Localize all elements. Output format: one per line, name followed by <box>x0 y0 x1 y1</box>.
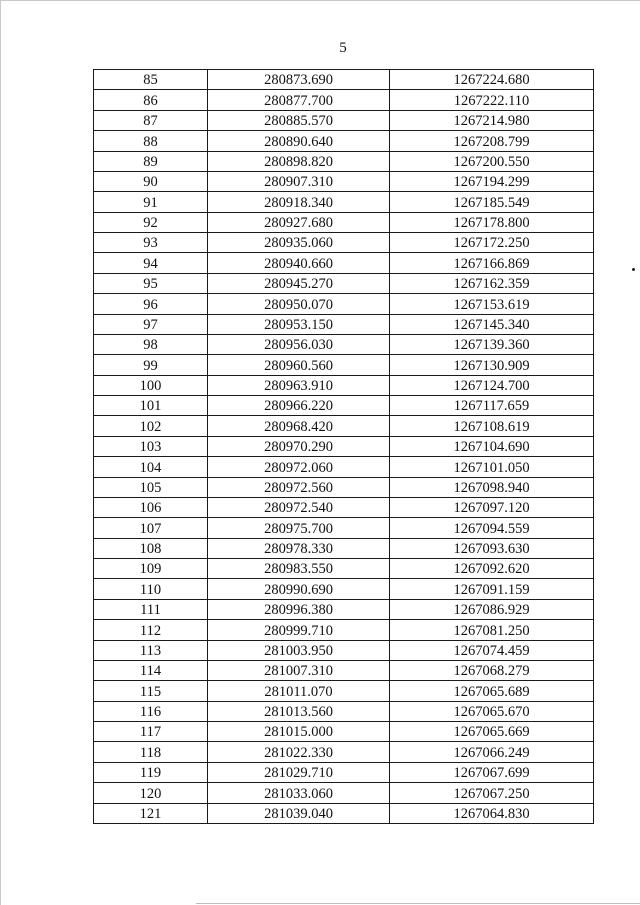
y-coordinate-cell: 1267166.869 <box>390 253 594 273</box>
point-number-cell: 98 <box>94 334 208 354</box>
point-number-cell: 97 <box>94 314 208 334</box>
x-coordinate-cell: 280990.690 <box>208 579 390 599</box>
x-coordinate-cell: 280978.330 <box>208 538 390 558</box>
point-number-cell: 111 <box>94 599 208 619</box>
coordinates-table-body <box>94 70 594 824</box>
y-coordinate-cell: 1267101.050 <box>390 457 594 477</box>
scan-speck <box>632 268 635 271</box>
table-row <box>94 294 594 314</box>
point-number-cell: 120 <box>94 783 208 803</box>
y-coordinate-cell: 1267092.620 <box>390 559 594 579</box>
point-number-cell: 108 <box>94 538 208 558</box>
table-row <box>94 538 594 558</box>
point-number-cell: 86 <box>94 90 208 110</box>
table-row <box>94 701 594 721</box>
x-coordinate-cell: 280968.420 <box>208 416 390 436</box>
table-row <box>94 171 594 191</box>
x-coordinate-cell: 280890.640 <box>208 131 390 151</box>
x-coordinate-cell: 281011.070 <box>208 681 390 701</box>
table-row <box>94 722 594 742</box>
x-coordinate-cell: 280907.310 <box>208 171 390 191</box>
point-number-cell: 117 <box>94 722 208 742</box>
point-number-cell: 107 <box>94 518 208 538</box>
table-row <box>94 70 594 90</box>
x-coordinate-cell: 280966.220 <box>208 396 390 416</box>
point-number-cell: 119 <box>94 762 208 782</box>
table-row <box>94 477 594 497</box>
table-row <box>94 518 594 538</box>
y-coordinate-cell: 1267068.279 <box>390 660 594 680</box>
table-row <box>94 416 594 436</box>
y-coordinate-cell: 1267094.559 <box>390 518 594 538</box>
table-row <box>94 355 594 375</box>
table-row <box>94 151 594 171</box>
y-coordinate-cell: 1267130.909 <box>390 355 594 375</box>
point-number-cell: 100 <box>94 375 208 395</box>
x-coordinate-cell: 280898.820 <box>208 151 390 171</box>
y-coordinate-cell: 1267178.800 <box>390 212 594 232</box>
x-coordinate-cell: 280983.550 <box>208 559 390 579</box>
point-number-cell: 115 <box>94 681 208 701</box>
point-number-cell: 91 <box>94 192 208 212</box>
table-row <box>94 681 594 701</box>
x-coordinate-cell: 280950.070 <box>208 294 390 314</box>
x-coordinate-cell: 281029.710 <box>208 762 390 782</box>
point-number-cell: 96 <box>94 294 208 314</box>
y-coordinate-cell: 1267091.159 <box>390 579 594 599</box>
x-coordinate-cell: 280927.680 <box>208 212 390 232</box>
y-coordinate-cell: 1267066.249 <box>390 742 594 762</box>
y-coordinate-cell: 1267124.700 <box>390 375 594 395</box>
x-coordinate-cell: 281013.560 <box>208 701 390 721</box>
point-number-cell: 118 <box>94 742 208 762</box>
y-coordinate-cell: 1267172.250 <box>390 233 594 253</box>
y-coordinate-cell: 1267093.630 <box>390 538 594 558</box>
table-row <box>94 314 594 334</box>
x-coordinate-cell: 281022.330 <box>208 742 390 762</box>
y-coordinate-cell: 1267065.689 <box>390 681 594 701</box>
point-number-cell: 104 <box>94 457 208 477</box>
table-row <box>94 396 594 416</box>
point-number-cell: 103 <box>94 436 208 456</box>
y-coordinate-cell: 1267065.669 <box>390 722 594 742</box>
point-number-cell: 109 <box>94 559 208 579</box>
point-number-cell: 114 <box>94 660 208 680</box>
x-coordinate-cell: 280972.560 <box>208 477 390 497</box>
table-row <box>94 375 594 395</box>
table-row <box>94 253 594 273</box>
y-coordinate-cell: 1267139.360 <box>390 334 594 354</box>
y-coordinate-cell: 1267145.340 <box>390 314 594 334</box>
x-coordinate-cell: 280935.060 <box>208 233 390 253</box>
scan-edge-line <box>196 903 640 904</box>
x-coordinate-cell: 280975.700 <box>208 518 390 538</box>
coordinates-table <box>93 69 594 824</box>
y-coordinate-cell: 1267067.699 <box>390 762 594 782</box>
x-coordinate-cell: 281007.310 <box>208 660 390 680</box>
y-coordinate-cell: 1267185.549 <box>390 192 594 212</box>
y-coordinate-cell: 1267222.110 <box>390 90 594 110</box>
x-coordinate-cell: 280877.700 <box>208 90 390 110</box>
table-row <box>94 559 594 579</box>
x-coordinate-cell: 280885.570 <box>208 110 390 130</box>
table-row <box>94 334 594 354</box>
x-coordinate-cell: 280960.560 <box>208 355 390 375</box>
x-coordinate-cell: 281033.060 <box>208 783 390 803</box>
point-number-cell: 92 <box>94 212 208 232</box>
y-coordinate-cell: 1267214.980 <box>390 110 594 130</box>
x-coordinate-cell: 280956.030 <box>208 334 390 354</box>
table-row <box>94 131 594 151</box>
x-coordinate-cell: 280945.270 <box>208 273 390 293</box>
table-row <box>94 192 594 212</box>
point-number-cell: 94 <box>94 253 208 273</box>
x-coordinate-cell: 280999.710 <box>208 620 390 640</box>
point-number-cell: 106 <box>94 497 208 517</box>
point-number-cell: 112 <box>94 620 208 640</box>
point-number-cell: 95 <box>94 273 208 293</box>
table-row <box>94 803 594 824</box>
point-number-cell: 101 <box>94 396 208 416</box>
point-number-cell: 85 <box>94 70 208 90</box>
point-number-cell: 87 <box>94 110 208 130</box>
x-coordinate-cell: 280972.540 <box>208 497 390 517</box>
table-row <box>94 457 594 477</box>
x-coordinate-cell: 280963.910 <box>208 375 390 395</box>
x-coordinate-cell: 280940.660 <box>208 253 390 273</box>
x-coordinate-cell: 280970.290 <box>208 436 390 456</box>
y-coordinate-cell: 1267194.299 <box>390 171 594 191</box>
x-coordinate-cell: 281003.950 <box>208 640 390 660</box>
table-row <box>94 110 594 130</box>
table-row <box>94 212 594 232</box>
table-row <box>94 90 594 110</box>
y-coordinate-cell: 1267200.550 <box>390 151 594 171</box>
table-row <box>94 233 594 253</box>
point-number-cell: 90 <box>94 171 208 191</box>
point-number-cell: 93 <box>94 233 208 253</box>
table-row <box>94 762 594 782</box>
y-coordinate-cell: 1267097.120 <box>390 497 594 517</box>
x-coordinate-cell: 280972.060 <box>208 457 390 477</box>
y-coordinate-cell: 1267065.670 <box>390 701 594 721</box>
x-coordinate-cell: 280918.340 <box>208 192 390 212</box>
point-number-cell: 116 <box>94 701 208 721</box>
point-number-cell: 102 <box>94 416 208 436</box>
point-number-cell: 105 <box>94 477 208 497</box>
table-row <box>94 783 594 803</box>
table-row <box>94 620 594 640</box>
x-coordinate-cell: 281015.000 <box>208 722 390 742</box>
y-coordinate-cell: 1267162.359 <box>390 273 594 293</box>
point-number-cell: 121 <box>94 803 208 824</box>
y-coordinate-cell: 1267098.940 <box>390 477 594 497</box>
y-coordinate-cell: 1267064.830 <box>390 803 594 824</box>
point-number-cell: 110 <box>94 579 208 599</box>
table-row <box>94 436 594 456</box>
y-coordinate-cell: 1267104.690 <box>390 436 594 456</box>
point-number-cell: 89 <box>94 151 208 171</box>
x-coordinate-cell: 280953.150 <box>208 314 390 334</box>
table-row <box>94 742 594 762</box>
point-number-cell: 113 <box>94 640 208 660</box>
x-coordinate-cell: 280873.690 <box>208 70 390 90</box>
table-row <box>94 579 594 599</box>
y-coordinate-cell: 1267067.250 <box>390 783 594 803</box>
y-coordinate-cell: 1267074.459 <box>390 640 594 660</box>
y-coordinate-cell: 1267081.250 <box>390 620 594 640</box>
x-coordinate-cell: 281039.040 <box>208 803 390 824</box>
table-row <box>94 640 594 660</box>
point-number-cell: 88 <box>94 131 208 151</box>
table-row <box>94 497 594 517</box>
y-coordinate-cell: 1267117.659 <box>390 396 594 416</box>
table-row <box>94 599 594 619</box>
y-coordinate-cell: 1267086.929 <box>390 599 594 619</box>
page-number: 5 <box>339 40 347 56</box>
y-coordinate-cell: 1267108.619 <box>390 416 594 436</box>
y-coordinate-cell: 1267224.680 <box>390 70 594 90</box>
table-row <box>94 273 594 293</box>
point-number-cell: 99 <box>94 355 208 375</box>
table-row <box>94 660 594 680</box>
y-coordinate-cell: 1267153.619 <box>390 294 594 314</box>
y-coordinate-cell: 1267208.799 <box>390 131 594 151</box>
x-coordinate-cell: 280996.380 <box>208 599 390 619</box>
